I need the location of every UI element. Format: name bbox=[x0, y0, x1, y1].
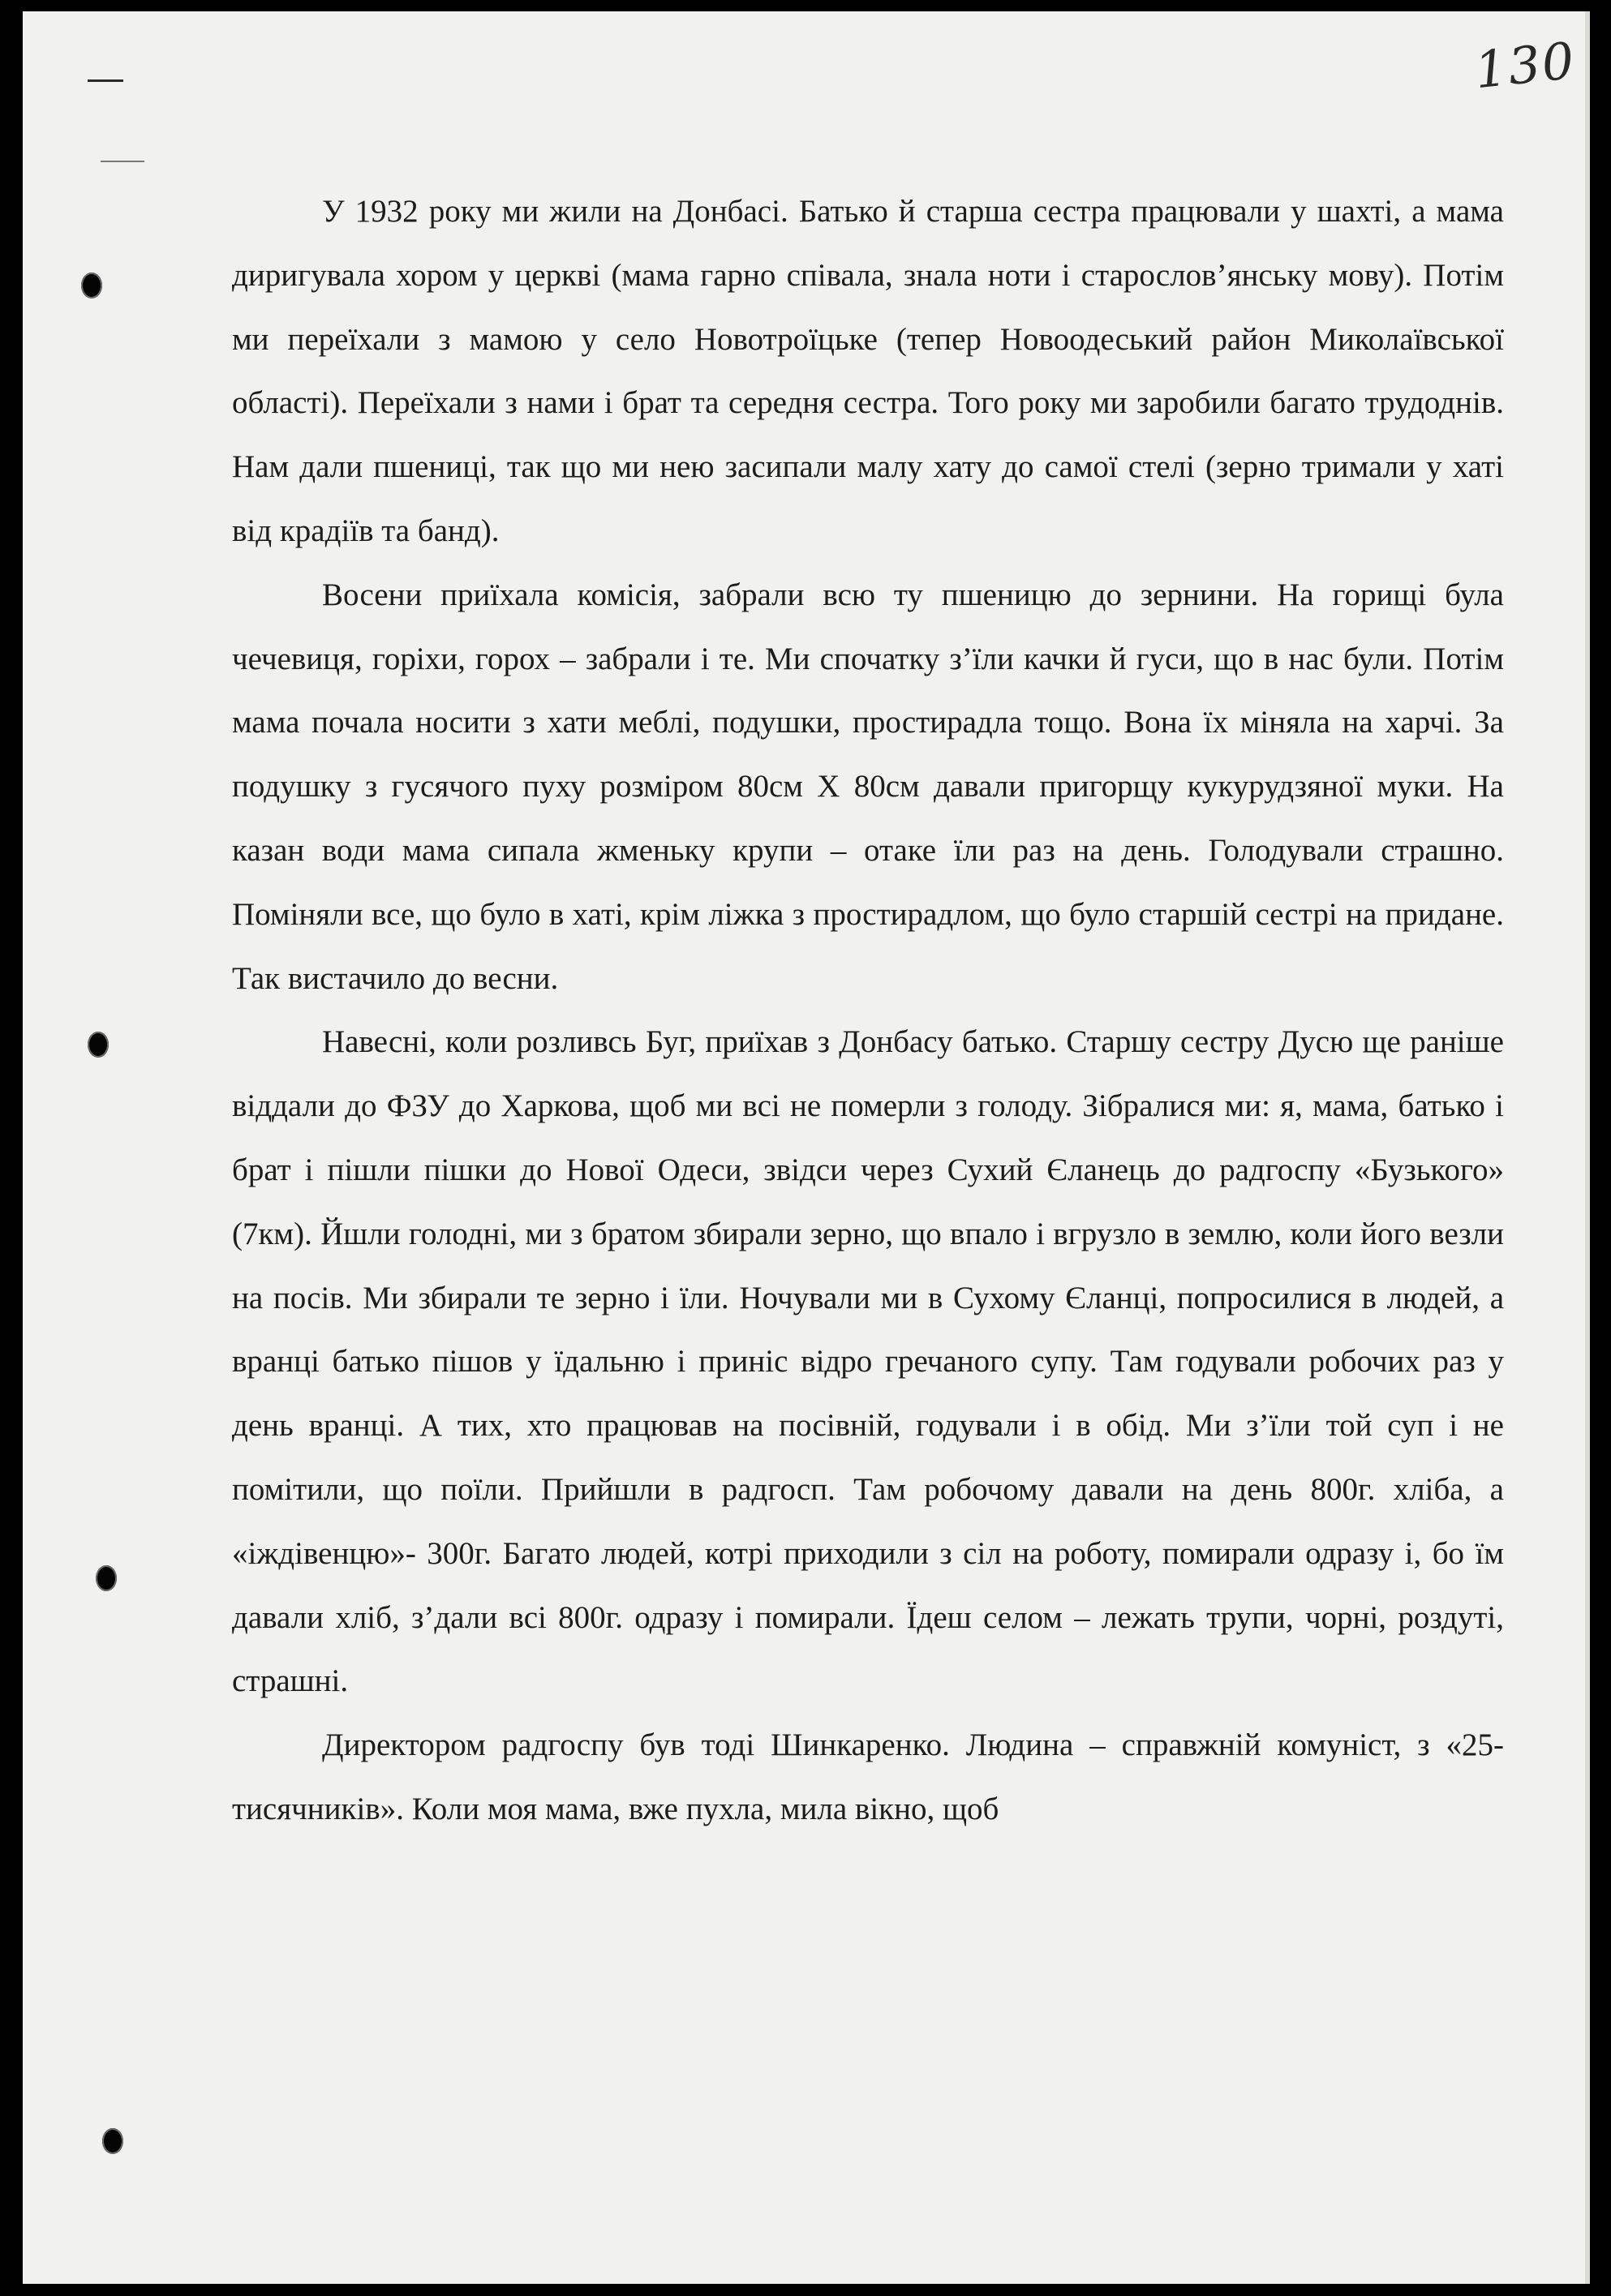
corner-mark bbox=[88, 79, 123, 82]
document-text bbox=[232, 180, 1504, 1842]
punch-hole bbox=[88, 1032, 109, 1058]
document-page bbox=[23, 11, 1590, 2284]
paragraph: У 1932 року ми жили на Донбасі. Батько й старша сестра працювали у шахті, а мама диригувала хором у церкві (мама гарно співала, знала ноти і старослов’янську мову). Потім ми переїхали з мамою у село Новотроїцьке (тепер Новоодеський район Миколаївської області). Переїхали з нами і брат та середня сестра. Того року ми заробили багато трудоднів. Нам дали пшениці, так що ми нею засипали малу хату до самої стелі (зерно тримали у хаті від крадіїв та банд). bbox=[232, 194, 1504, 548]
paragraph: Директором радгоспу був тоді Шинкаренко. Людина – справжній комуніст, з «25-тисячників». Коли моя мама, вже пухла, мила вікно, щоб bbox=[232, 1727, 1504, 1826]
punch-hole bbox=[102, 2128, 123, 2154]
corner-mark bbox=[101, 161, 144, 162]
punch-hole bbox=[81, 273, 102, 298]
punch-hole bbox=[96, 1565, 117, 1591]
paragraph: Восени приїхала комісія, забрали всю ту пшеницю до зернини. На горищі була чечевиця, горіхи, горох – забрали і те. Ми спочатку з’їли качки й гуси, що в нас були. Потім мама почала носити з хати меблі, подушки, простирадла тощо. Вона їх міняла на харчі. За подушку з гусячого пуху розміром 80см Х 80см давали пригорщу кукурудзяної муки. На казан води мама сипала жменьку крупи – отаке їли раз на день. Голодували страшно. Поміняли все, що було в хаті, крім ліжка з простирадлом, що було старшій сестрі на придане. Так вистачило до весни. bbox=[232, 577, 1504, 996]
page-number: 130 bbox=[1471, 30, 1579, 101]
paragraph: Навесні, коли розливсь Буг, приїхав з Донбасу батько. Старшу сестру Дусю ще раніше віддали до ФЗУ до Харкова, щоб ми всі не померли з голоду. Зібралися ми: я, мама, батько і брат і пішли пішки до Нової Одеси, звідси через Сухий Єланець до радгоспу «Бузького» (7км). Йшли голодні, ми з братом збирали зерно, що впало і вгрузло в землю, коли його везли на посів. Ми збирали те зерно і їли. Ночували ми в Сухому Єланці, попросилися в людей, а вранці батько пішов у їдальню і приніс відро гречаного супу. Там годували робочих раз у день вранці. А тих, хто працював на посівній, годували і в обід. Ми з’їли той суп і не помітили, що поїли. Прийшли в радгосп. Там робочому давали на день 800г. хліба, а «іждівенцю»- 300г. Багато людей, котрі приходили з сіл на роботу, помирали одразу і, бо їм давали хліб, з’дали всі 800г. одразу і помирали. Їдеш селом – лежать трупи, чорні, роздуті, страшні. bbox=[232, 1024, 1504, 1699]
